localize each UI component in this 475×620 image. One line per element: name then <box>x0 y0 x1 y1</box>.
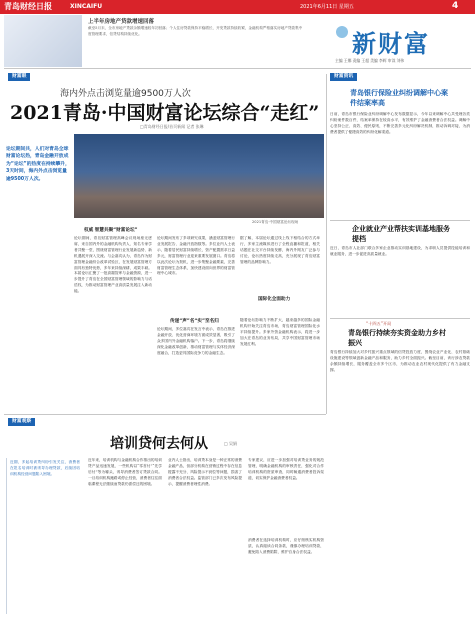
story-subhead: 权威 智慧共聚“财富论坛” <box>84 228 138 233</box>
news-headline: 企业就业产业帮扶实训基地服务提档 <box>352 224 450 243</box>
story-column: 论坛期间，多位嘉宾在发言中表示，青岛在推进金融开放、优化营商环境方面成效显著，吸引了众多国内外金融机构落户。下一步，青岛将继续深化金融改革创新，推动财富管理与实体经济深度融合，打造更具国际竞争力的金融生态。 <box>157 327 235 355</box>
story-headline: 2021青岛·中国财富论坛综合“走红” <box>10 102 320 124</box>
story-column: 消费者在选择培训机构时，应仔细核实机构资质，认真阅读合同条款，谨慎办理培训贷款，避免陷入消费陷阱，维护自身合法权益。 <box>248 538 324 554</box>
news-body: 日前，青岛市银行保险业纠纷调解中心发布数据显示，今年以来调解中心共受理各类纠纷案件数百件，结案率保持在较高水平，有效维护了金融消费者合法权益。调解中心坚持公正、高效、便民原则，不断完善多元化纠纷解决机制，推动诉调对接，为消费者提供了便捷高效的纠纷化解渠道。 <box>330 112 470 134</box>
story-lede: 论坛期间共，人们对青岛全球财富论坛热，青岛金融开放成为“论坛”的热度在持续攀升，3天时间，海内外点击浏览量逾9500万人次。 <box>6 147 70 182</box>
page-number: 4 <box>452 1 459 11</box>
section-brand: 新财富 <box>352 29 430 58</box>
divider <box>330 318 470 319</box>
story-byline: □青岛财经日报/首页新闻 记者 张琳 <box>140 124 204 129</box>
story-column: 据了解，本届论坛通过线上线下相结合的方式举行，多家主流媒体进行了全程直播和报道，相关话题在社交平台持续发酵，海内外网友广泛参与讨论，论坛热度持续走高，充分展现了青岛财富管理的品牌影响力。 <box>240 236 320 264</box>
story-column: 随着论坛影响力不断扩大，越来越多的国际金融机构开始关注青岛市场，青岛财富管理国际化水平持续提升。多家外资金融机构表示，将进一步加大在青岛的业务布局，共享中国财富管理市场发展红利。 <box>240 318 320 346</box>
news-kicker: “十四五”开局 <box>366 321 392 326</box>
column-divider <box>326 74 327 414</box>
story-subtitle: 海内外点击浏览量逾9500万人次 <box>60 89 191 99</box>
story-subhead: 国际化全面助力 <box>258 297 291 302</box>
section-tag: 财富眼 <box>8 73 30 81</box>
story-subhead: 传递“声”名“实”至名归 <box>170 319 219 324</box>
divider <box>4 68 471 69</box>
masthead-section: XINCAIFU <box>70 3 103 10</box>
story-headline: 培训贷何去何从 <box>110 436 208 452</box>
news-headline: 青岛银行持续夯实资金助力乡村振兴 <box>348 328 446 347</box>
news-body: 青岛银行持续加大对乡村振兴重点领域的信贷投放力度，围绕农业产业化、农村基础设施建设等领域创新金融产品和服务，助力乡村全面振兴。截至目前，该行涉农贷款余额持续增长，服务覆盖全市多个区市，为推动农业农村现代化提供了有力金融支撑。 <box>330 350 470 372</box>
section-tag: 财富观察 <box>8 418 35 426</box>
banner-text: 截至5月末，全市房地产贷款余额增速较年初回落；个人住房贷款保持平稳增长，开发贷款持续收紧，金融机构严格落实房地产贷款集中度管理要求，信贷结构持续优化。 <box>88 26 303 36</box>
masthead-logo: 青岛财经日报 <box>4 2 52 11</box>
pull-quote: 近期，多起培训贷纠纷引发关注，消费者在报名培训时被诱导办理贷款，后续因培训机构经营问题陷入困境。 <box>10 460 80 476</box>
story-column: 业内人士指出，培训贷本身是一种正常的消费金融产品，但部分机构在营销过程中存在信息披露不充分、风险提示不到位等问题，损害了消费者合法权益。监管部门已多次发布风险提示，提醒消费者理性消费。 <box>168 458 242 486</box>
section-tag: 财富资讯 <box>330 73 357 81</box>
divider <box>330 220 470 221</box>
photo-caption: 2021青岛·中国财富论坛现场 <box>252 220 299 224</box>
story-column: 专家建议，应进一步加强对培训贷业务的规范管理，明确金融机构的审核责任，强化对合作培训机构的资质审查，同时畅通消费者投诉渠道，切实保护金融消费者权益。 <box>248 458 324 480</box>
story-column: 论坛期间，青岛财富管理高峰会议现场座无虚席，来自国内外的金融机构负责人、知名专家学者共聚一堂，围绕财富管理行业发展新趋势、新机遇展开深入交流。与会嘉宾认为，青岛作为财富管理金融综合改革试验区，在发展财富管理方面具有独特优势，多年来持续深耕，成果丰硕。本届论坛汇聚了一批高端智库与金融资源，进一步提升了青岛在全国财富管理领域的影响力与话语权，为推动财富管理产业高质量发展注入新动能。 <box>74 236 152 294</box>
banner-title: 上半年房地产贷款增速回落 <box>88 19 155 25</box>
story-byline: □ 吴娟 <box>224 441 238 446</box>
news-headline: 青岛银行保险业纠纷调解中心案件结案率高 <box>350 88 448 107</box>
editor-credits: 主编 王娜 责编 王超 美编 李辉 审读 刘伟 <box>335 58 405 63</box>
banner-photo <box>4 15 82 67</box>
story-column: 论坛期间发布了多项研究成果，涵盖财富管理行业发展报告、金融开放指数等。多位业内人士表示，随着居民财富持续增长，资产配置需求日益多元，财富管理行业迎来重要发展窗口。青岛将以此次论坛为契机，进一步集聚金融要素，完善财富管理生态体系，加快建设面向世界的财富管理中心城市。 <box>157 236 235 276</box>
news-body: 近日，青岛市人社部门联合多家企业推动实训基地建设，为求职人员提供技能培训和就业服务，进一步促进高质量就业。 <box>330 246 470 256</box>
masthead-date: 2021年6月11日 星期五 <box>300 4 354 10</box>
divider <box>4 414 326 415</box>
brand-logo-icon <box>336 26 348 38</box>
forum-photo <box>74 134 324 218</box>
story-column: 近年来，培训机构与金融机构合作推出的培训贷产品迅速发展，一些机构以“零首付”“先学后付”等为噱头，诱导消费者签订贷款合同。一旦培训机构跑路或停止经营，消费者往往面临课程无法继续而贷款仍需偿还的困境。 <box>88 458 162 486</box>
